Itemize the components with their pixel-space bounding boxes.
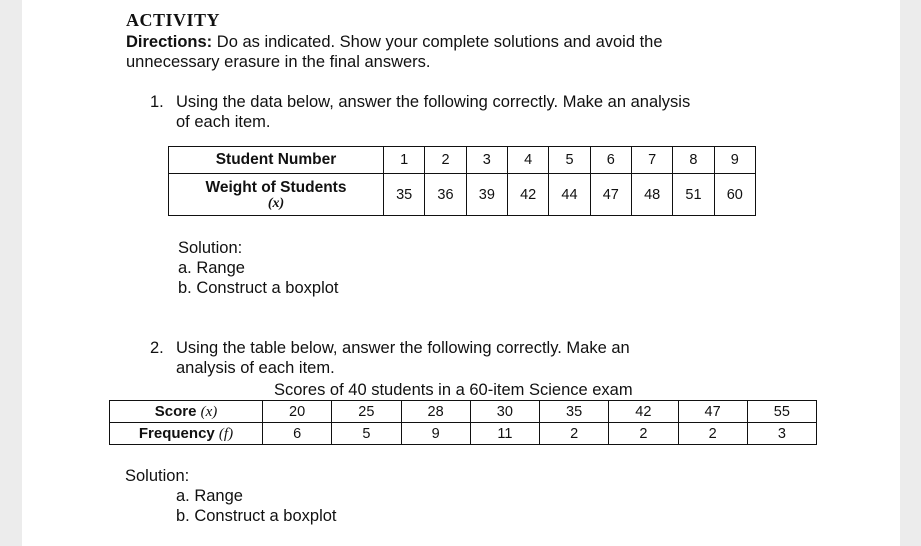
item2-line1: Using the table below, answer the following correctly. Make an — [176, 339, 630, 357]
score-header-label: Score — [154, 402, 197, 420]
student-number-cell: 1 — [384, 147, 425, 174]
score-header — [110, 401, 263, 423]
student-number-cell: 9 — [714, 147, 755, 174]
score-cell: 35 — [540, 401, 609, 423]
item1-line1: Using the data below, answer the following correctly. Make an analysis — [176, 93, 691, 111]
weight-row — [169, 174, 756, 216]
frequency-cell: 6 — [263, 423, 332, 445]
solution-part-b: b. Construct a boxplot — [176, 507, 337, 525]
weight-header-label: Weight of Students — [205, 178, 347, 196]
student-number-row — [169, 147, 756, 174]
weight-cell: 36 — [425, 174, 466, 216]
frequency-header-symbol: (f) — [218, 425, 234, 442]
weight-cell: 48 — [631, 174, 672, 216]
score-cell: 28 — [401, 401, 470, 423]
weight-header — [169, 174, 384, 216]
student-number-cell: 4 — [507, 147, 548, 174]
score-cell: 20 — [263, 401, 332, 423]
weight-cell: 35 — [384, 174, 425, 216]
weight-cell: 60 — [714, 174, 755, 216]
frequency-cell: 11 — [470, 423, 539, 445]
item1-solution — [178, 238, 339, 298]
score-cell: 25 — [332, 401, 401, 423]
student-number-cell: 2 — [425, 147, 466, 174]
score-cell: 30 — [470, 401, 539, 423]
score-header-symbol: (x) — [200, 403, 218, 420]
weight-header-variable: (x) — [267, 195, 285, 211]
solution-part-a: a. Range — [176, 487, 243, 505]
weight-cell: 42 — [507, 174, 548, 216]
directions — [126, 32, 663, 72]
document-page — [22, 0, 900, 546]
student-number-cell: 7 — [631, 147, 672, 174]
frequency-cell: 5 — [332, 423, 401, 445]
student-number-cell: 8 — [673, 147, 714, 174]
score-cell: 42 — [609, 401, 678, 423]
item2-line2: analysis of each item. — [176, 359, 335, 377]
frequency-cell: 2 — [609, 423, 678, 445]
score-frequency-table — [109, 400, 817, 445]
activity-heading: ACTIVITY — [126, 10, 221, 30]
frequency-header-label: Frequency — [138, 424, 215, 442]
frequency-cell: 3 — [747, 423, 816, 445]
frequency-cell: 9 — [401, 423, 470, 445]
score-row — [110, 401, 817, 423]
frequency-cell: 2 — [540, 423, 609, 445]
directions-label: Directions: — [126, 33, 213, 51]
weight-cell: 51 — [673, 174, 714, 216]
item2-solution-label: Solution: — [125, 467, 190, 485]
item2-solution-parts — [176, 486, 337, 526]
solution-part-a: a. Range — [178, 259, 245, 277]
frequency-row — [110, 423, 817, 445]
student-weight-table — [168, 146, 756, 216]
directions-text-line1: Do as indicated. Show your complete solutions and avoid the — [212, 33, 663, 51]
table-caption: Scores of 40 students in a 60-item Science exam — [274, 381, 633, 399]
student-number-cell: 3 — [466, 147, 507, 174]
item1-line2: of each item. — [176, 113, 271, 131]
item2-number: 2. — [150, 339, 164, 357]
score-cell: 55 — [747, 401, 816, 423]
solution-part-b: b. Construct a boxplot — [178, 279, 339, 297]
item2-instructions — [176, 338, 630, 378]
item1-number: 1. — [150, 93, 164, 111]
weight-cell: 44 — [549, 174, 590, 216]
score-cell: 47 — [678, 401, 747, 423]
item1-instructions — [176, 92, 690, 132]
student-number-header: Student Number — [169, 147, 384, 174]
student-number-cell: 6 — [590, 147, 631, 174]
frequency-header — [110, 423, 263, 445]
directions-text-line2: unnecessary erasure in the final answers. — [126, 53, 431, 71]
weight-cell: 47 — [590, 174, 631, 216]
weight-cell: 39 — [466, 174, 507, 216]
student-number-cell: 5 — [549, 147, 590, 174]
solution-label: Solution: — [178, 239, 243, 257]
frequency-cell: 2 — [678, 423, 747, 445]
